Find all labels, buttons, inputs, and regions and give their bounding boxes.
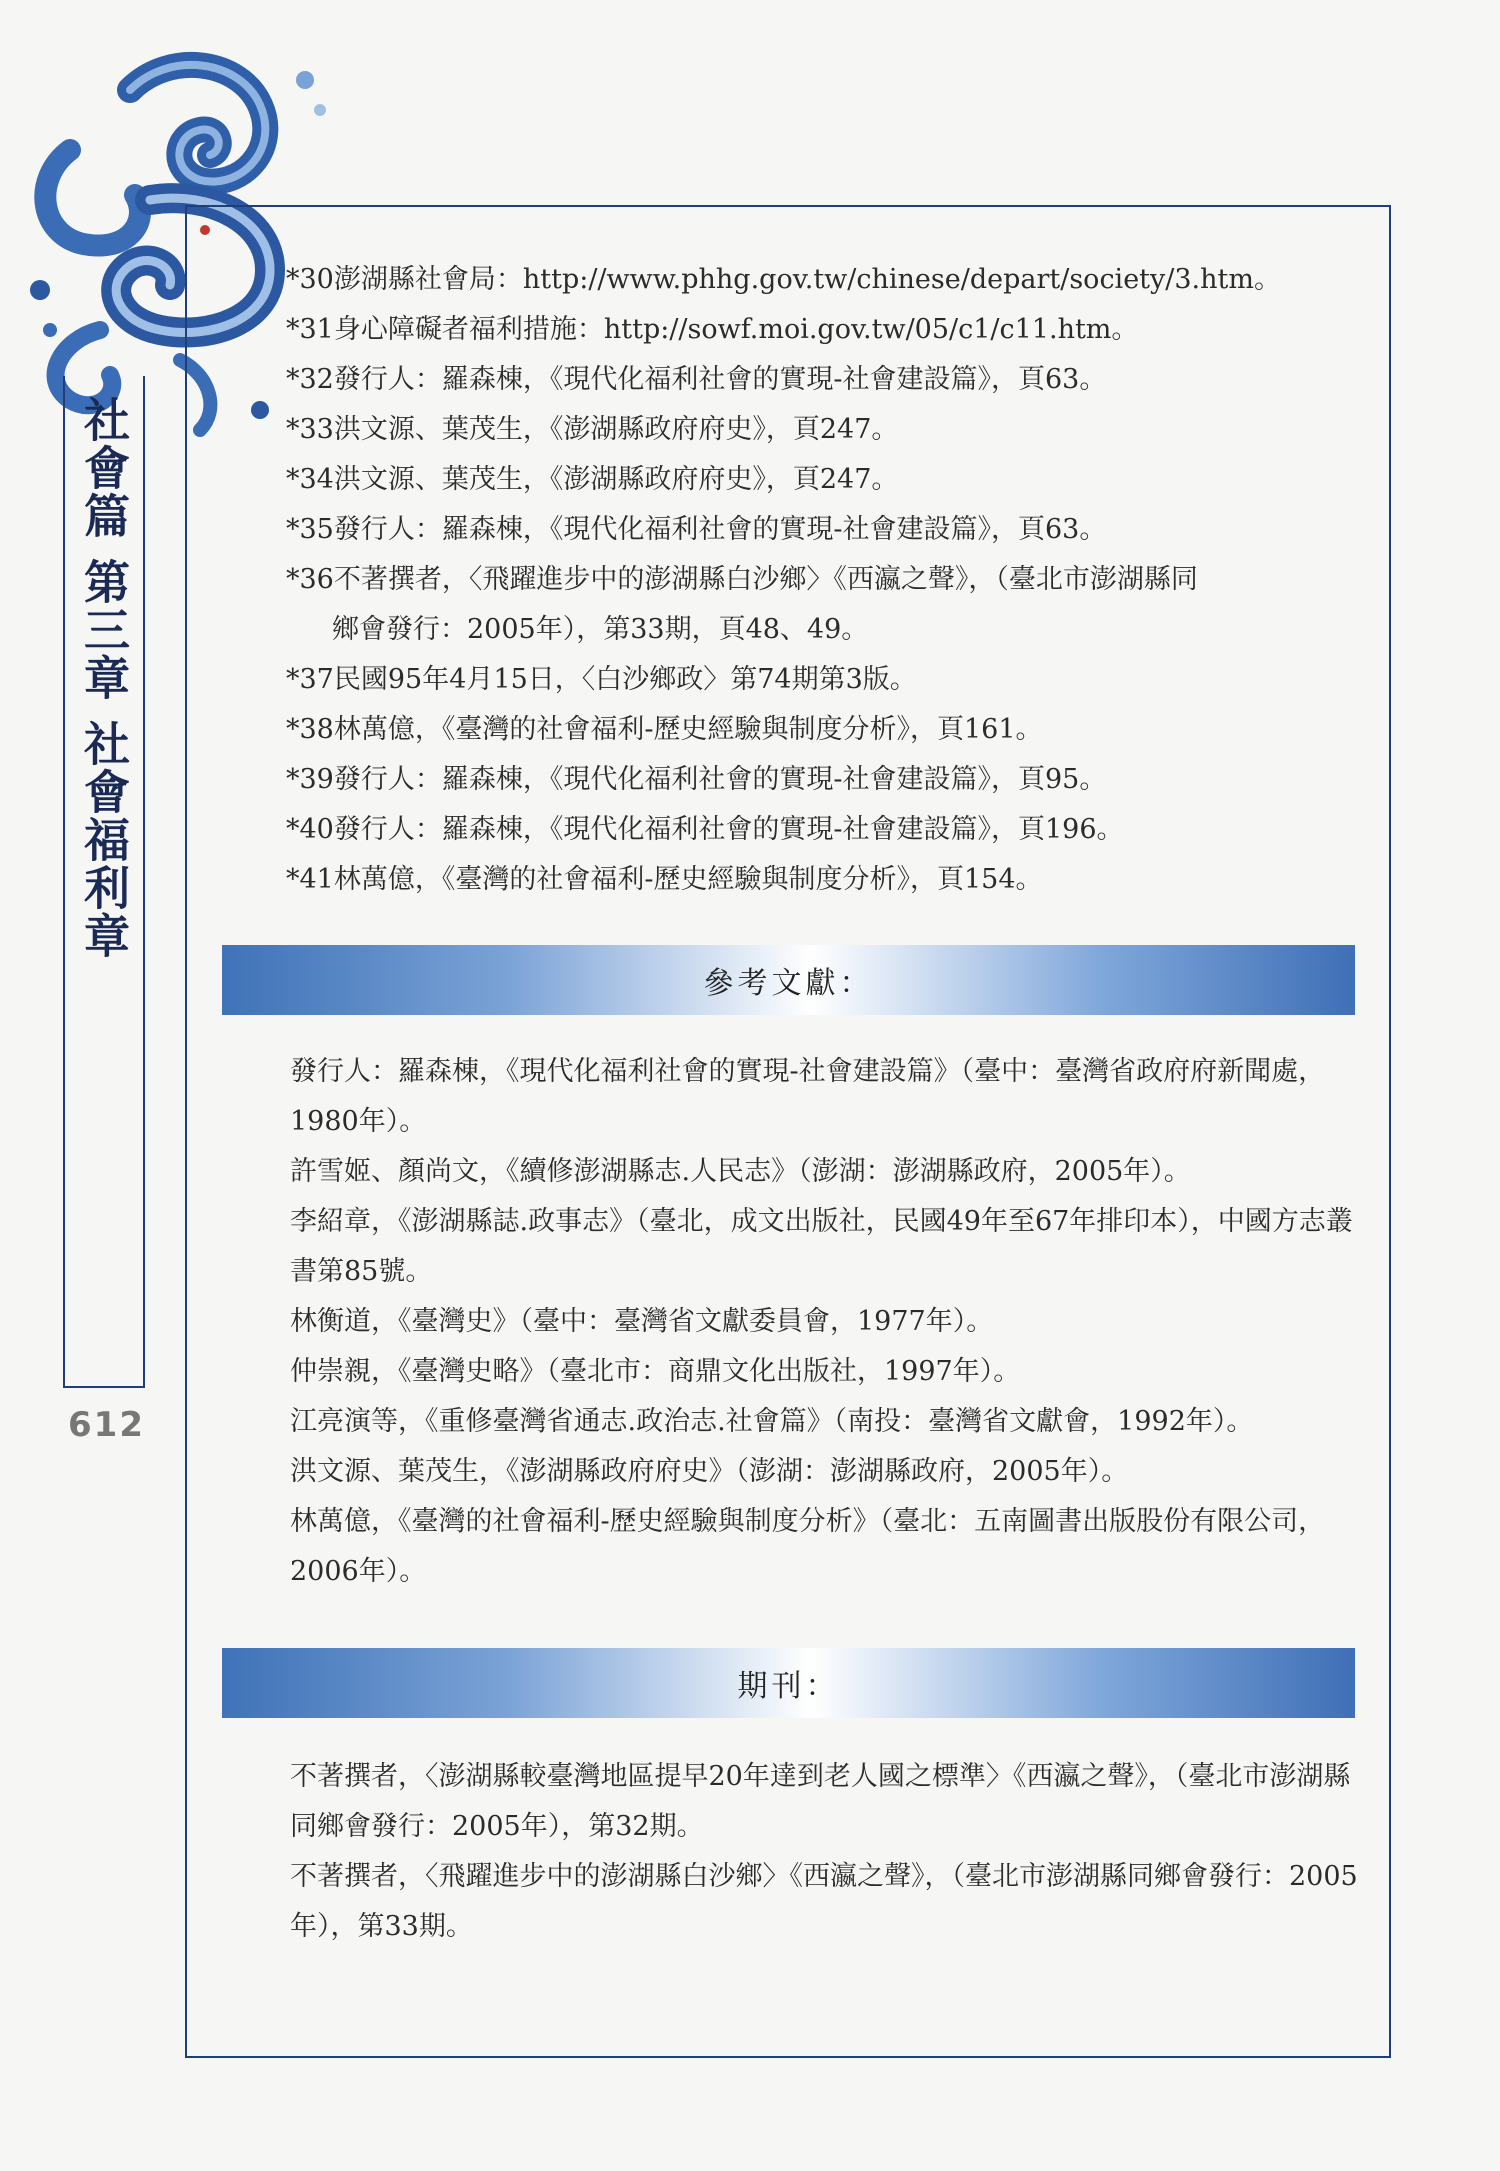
periodicals-heading-band (222, 1648, 1355, 1718)
footnote-35: *35發行人：羅森棟，《現代化福利社會的實現-社會建設篇》，頁63。 (286, 514, 1107, 545)
footnote-33: *33洪文源、葉茂生，《澎湖縣政府府史》，頁247。 (286, 414, 899, 445)
reference-item: 仲崇親，《臺灣史略》（臺北市：商鼎文化出版社，1997年）。 (290, 1356, 1021, 1387)
reference-item: 林衡道，《臺灣史》（臺中：臺灣省文獻委員會，1977年）。 (290, 1306, 994, 1337)
chapter-title-text: 社會篇 第三章 社會福利章 (77, 396, 131, 961)
periodical-item: 不著撰者，〈澎湖縣較臺灣地區提早20年達到老人國之標準〉《西瀛之聲》，（臺北市澎湖縣同鄉會發行：2005年），第32期。 (290, 1761, 1351, 1842)
reference-item: 江亮演等，《重修臺灣省通志.政治志.社會篇》（南投：臺灣省文獻會，1992年）。 (290, 1406, 1254, 1437)
footnote-32: *32發行人：羅森棟，《現代化福利社會的實現-社會建設篇》，頁63。 (286, 364, 1107, 395)
reference-item: 洪文源、葉茂生，《澎湖縣政府府史》（澎湖：澎湖縣政府，2005年）。 (290, 1456, 1129, 1487)
footnotes-list (286, 255, 1366, 905)
periodicals-list (290, 1752, 1360, 1952)
footnote-36: *36不著撰者，〈飛躍進步中的澎湖縣白沙鄉〉《西瀛之聲》，（臺北市澎湖縣同 (286, 564, 1198, 595)
references-list (290, 1047, 1360, 1597)
footnote-41: *41林萬億，《臺灣的社會福利-歷史經驗與制度分析》，頁154。 (286, 864, 1043, 895)
footnote-39: *39發行人：羅森棟，《現代化福利社會的實現-社會建設篇》，頁95。 (286, 764, 1107, 795)
reference-item: 林萬億，《臺灣的社會福利-歷史經驗與制度分析》（臺北：五南圖書出版股份有限公司，2006年）。 (290, 1506, 1326, 1587)
references-heading: 參考文獻： (703, 966, 874, 1001)
chapter-side-title (63, 376, 145, 1388)
footnote-36-continued: 鄉會發行：2005年），第33期，頁48、49。 (332, 614, 869, 645)
footnote-31: *31身心障礙者福利措施：http://sowf.moi.gov.tw/05/c1/c11.htm。 (286, 314, 1139, 345)
footnote-37: *37民國95年4月15日，〈白沙鄉政〉第74期第3版。 (286, 664, 917, 695)
references-heading-band (222, 945, 1355, 1015)
periodical-item: 不著撰者，〈飛躍進步中的澎湖縣白沙鄉〉《西瀛之聲》，（臺北市澎湖縣同鄉會發行：2005年），第33期。 (290, 1861, 1358, 1942)
reference-item: 發行人：羅森棟，《現代化福利社會的實現-社會建設篇》（臺中：臺灣省政府府新聞處，1980年）。 (290, 1056, 1326, 1137)
footnote-38: *38林萬億，《臺灣的社會福利-歷史經驗與制度分析》，頁161。 (286, 714, 1043, 745)
footnote-40: *40發行人：羅森棟，《現代化福利社會的實現-社會建設篇》，頁196。 (286, 814, 1124, 845)
footnote-34: *34洪文源、葉茂生，《澎湖縣政府府史》，頁247。 (286, 464, 899, 495)
reference-item: 許雪姬、顏尚文，《續修澎湖縣志.人民志》（澎湖：澎湖縣政府，2005年）。 (290, 1156, 1191, 1187)
page-number: 612 (68, 1405, 145, 1445)
footnote-30: *30澎湖縣社會局：http://www.phhg.gov.tw/chinese/depart/society/3.htm。 (286, 264, 1281, 295)
reference-item: 李紹章，《澎湖縣誌.政事志》（臺北，成文出版社，民國49年至67年排印本），中國方志叢書第85號。 (290, 1206, 1353, 1287)
periodicals-heading: 期刊： (737, 1669, 840, 1704)
